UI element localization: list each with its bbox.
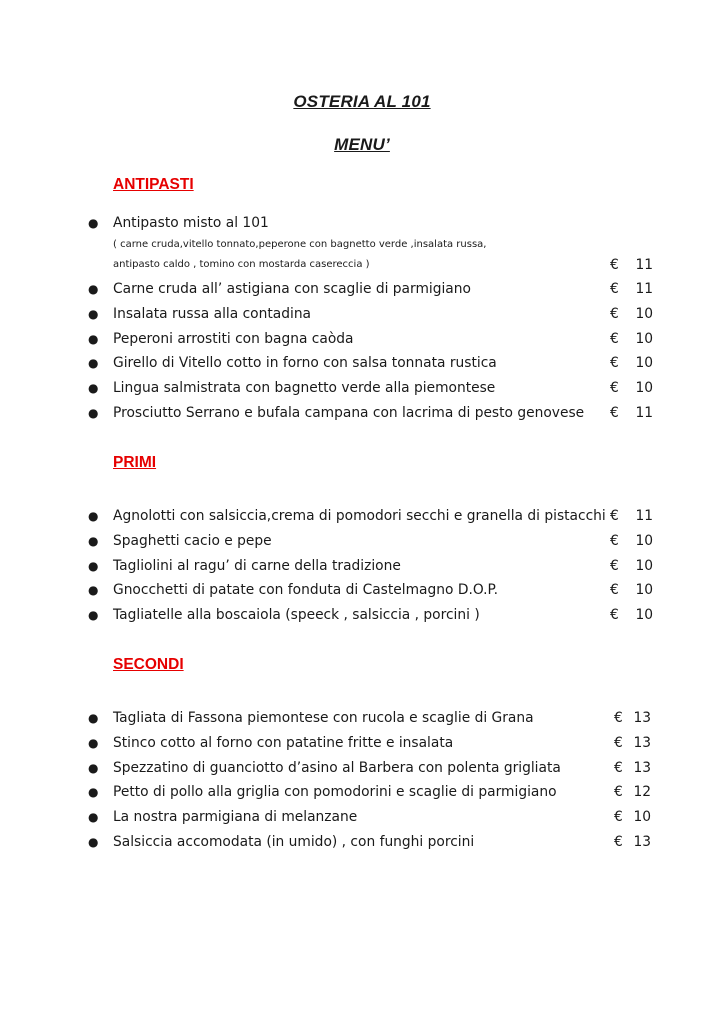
bullet-icon: ● [88,711,99,725]
dish-name: Carne cruda all’ astigiana con scaglie di parmigiano [113,281,471,297]
dish-name: Gnocchetti di patate con fonduta di Castelmagno D.O.P. [113,582,499,599]
dish-price: 11 [635,508,653,524]
dish-name: Spezzatino di guanciotto d’asino al Barbera con polenta grigliata [113,759,561,776]
bullet-icon: ● [88,835,99,849]
bullet-icon: ● [88,533,99,548]
list-item [88,303,658,325]
dish-price: 10 [635,355,653,372]
currency-symbol: € [610,508,619,524]
dish-name: Insalata russa alla contadina [113,305,312,322]
dish-name: Tagliatelle alla boscaiola (speeck , salsiccia , porcini ) [113,607,480,624]
list-item [88,377,658,399]
dish-name: Salsiccia accomodata (in umido) , con funghi porcini [113,834,475,850]
dish-price: 10 [635,305,653,322]
currency-symbol: € [610,355,619,372]
dish-name: Tagliolini al ragu’ di carne della tradizione [113,557,401,574]
dish-price: 13 [633,834,651,850]
currency-symbol: € [614,710,623,726]
dish-price: 13 [633,759,651,776]
list-item [88,328,658,350]
bullet-icon: ● [88,509,99,523]
currency-symbol: € [610,380,619,397]
dish-name: Lingua salmistrata con bagnetto verde alla piemontese [113,380,496,397]
dish-price: 11 [635,405,653,421]
list-item [88,352,658,374]
section-secondi: SECONDI [113,656,184,673]
list-item [88,707,658,729]
bullet-icon: ● [88,760,99,775]
bullet-icon: ● [88,381,99,396]
list-item [88,757,658,779]
dish-note: ( carne cruda,vitello tonnato,peperone con bagnetto verde ,insalata russa, [113,239,487,250]
section-primi: PRIMI [113,454,157,471]
dish-price: 10 [635,380,653,397]
currency-symbol: € [610,330,619,347]
bullet-icon: ● [88,810,99,825]
currency-symbol: € [610,305,619,322]
list-item [88,254,658,276]
dish-price: 10 [635,330,653,347]
bullet-icon: ● [88,735,99,750]
bullet-icon: ● [88,608,99,623]
dish-name: Stinco cotto al forno con patatine fritte e insalata [113,734,454,751]
dish-name: Petto di pollo alla griglia con pomodorini e scaglie di parmigiano [113,784,557,801]
dish-price: 10 [633,809,651,826]
currency-symbol: € [610,557,619,574]
dish-name: Peperoni arrostiti con bagna caòda [113,330,354,347]
bullet-icon: ● [88,306,99,321]
currency-symbol: € [614,809,623,826]
bullet-icon: ● [88,331,99,346]
currency-symbol: € [610,405,619,421]
list-item [88,732,658,754]
dish-name: Prosciutto Serrano e bufala campana con lacrima di pesto genovese [113,405,585,421]
dish-price: 10 [635,582,653,599]
section-antipasti: ANTIPASTI [113,176,194,193]
list-item [88,402,658,424]
dish-name: Antipasto misto al 101 [113,215,269,231]
dish-name: Spaghetti cacio e pepe [113,532,272,549]
bullet-icon: ● [88,785,99,800]
list-item [88,505,658,527]
currency-symbol: € [614,834,623,850]
currency-symbol: € [610,281,619,297]
list-item [88,604,658,626]
dish-price: 11 [635,257,653,273]
list-item [88,806,658,828]
bullet-icon: ● [88,558,99,573]
currency-symbol: € [610,257,619,273]
dish-price: 12 [633,784,651,801]
dish-price: 13 [633,734,651,751]
list-item [88,212,658,234]
restaurant-title: OSTERIA AL 101 [293,92,431,111]
dish-price: 13 [633,710,651,726]
currency-symbol: € [610,532,619,549]
currency-symbol: € [614,784,623,801]
dish-note: antipasto caldo , tomino con mostarda casereccia ) [113,259,370,270]
currency-symbol: € [610,582,619,599]
list-item [88,579,658,601]
list-item [88,278,658,300]
list-item [88,831,658,853]
dish-price: 10 [635,557,653,574]
bullet-icon: ● [88,216,99,230]
dish-name: Agnolotti con salsiccia,crema di pomodori secchi e granella di pistacchi [113,508,606,524]
list-item [88,781,658,803]
dish-name: Girello di Vitello cotto in forno con salsa tonnata rustica [113,355,497,372]
dish-price: 11 [635,281,653,297]
dish-price: 10 [635,607,653,624]
bullet-icon: ● [88,583,99,598]
currency-symbol: € [614,759,623,776]
bullet-icon: ● [88,356,99,371]
currency-symbol: € [614,734,623,751]
bullet-icon: ● [88,406,99,420]
dish-name: Tagliata di Fassona piemontese con rucola e scaglie di Grana [113,710,534,726]
menu-title: MENU’ [334,135,390,154]
dish-price: 10 [635,532,653,549]
list-item [88,530,658,552]
currency-symbol: € [610,607,619,624]
dish-name: La nostra parmigiana di melanzane [113,809,358,826]
bullet-icon: ● [88,282,99,296]
list-item [88,555,658,577]
